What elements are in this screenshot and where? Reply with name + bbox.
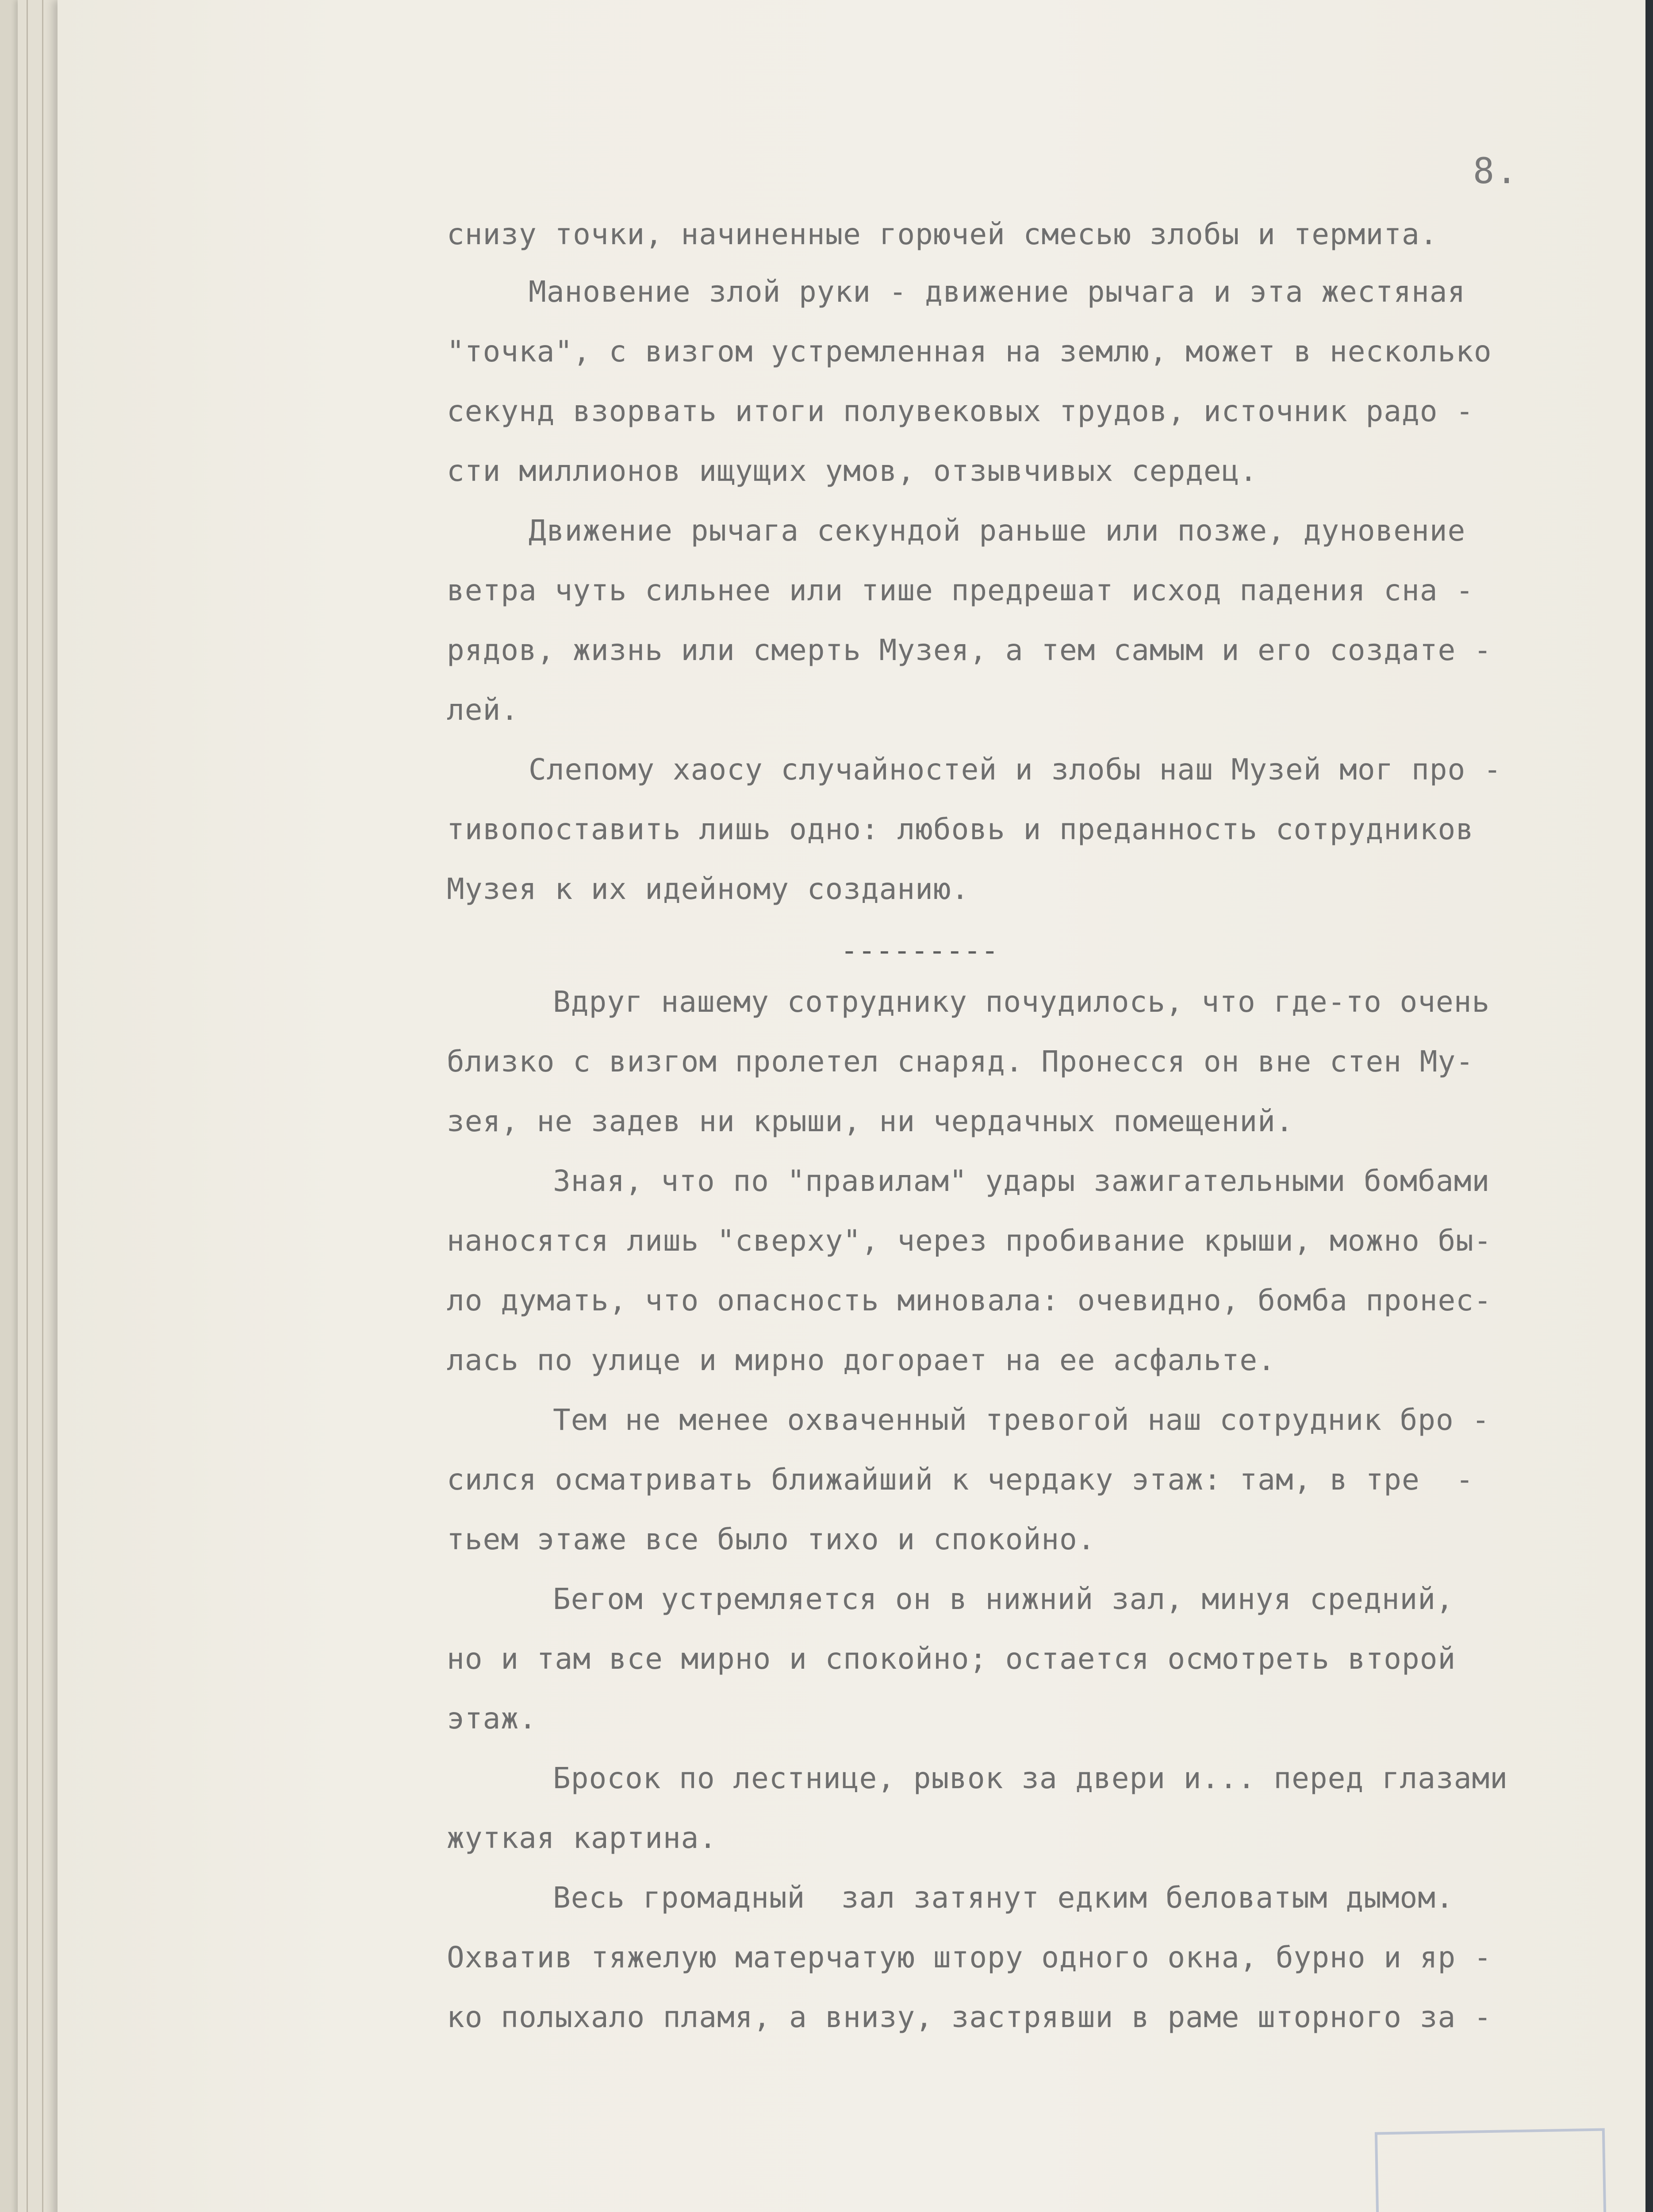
text-line: "точка", с визгом устремленная на землю, может в несколько (447, 334, 1492, 369)
page-number: 8. (1473, 150, 1519, 192)
text-line: жуткая картина. (447, 1821, 717, 1855)
text-line: Охватив тяжелую матерчатую штору одного окна, бурно и яр - (447, 1940, 1492, 1974)
text-line: Слепому хаосу случайностей и злобы наш Музей мог про - (529, 753, 1502, 787)
text-line: Тем не менее охваченный тревогой наш сотрудник бро - (553, 1403, 1490, 1437)
text-line: снизу точки, начиненные горючей смесью злобы и термита. (447, 217, 1438, 251)
stamp-line (1377, 2140, 1602, 2144)
text-line: секунд взорвать итоги полувековых трудов, источник радо - (447, 394, 1474, 428)
text-line: сился осматривать ближайший к чердаку этаж: там, в тре - (447, 1463, 1474, 1497)
section-divider: --------- (840, 933, 999, 968)
archive-stamp (1375, 2128, 1607, 2212)
text-line: близко с визгом пролетел снаряд. Пронесся он вне стен Му- (447, 1045, 1474, 1079)
text-line: лей. (447, 693, 519, 727)
text-line: Музея к их идейному созданию. (447, 872, 970, 906)
text-line: сти миллионов ищущих умов, отзывчивых сердец. (447, 454, 1258, 488)
stamp-line (1377, 2140, 1602, 2144)
text-line: ветра чуть сильнее или тише предрешат исход падения сна - (447, 573, 1474, 607)
text-line: но и там все мирно и спокойно; остается осмотреть второй (447, 1642, 1456, 1676)
text-line: тивопоставить лишь одно: любовь и преданность сотрудников (447, 812, 1474, 846)
text-line: Бегом устремляется он в нижний зал, минуя средний, (553, 1582, 1454, 1616)
text-line: рядов, жизнь или смерть Музея, а тем самым и его создате - (447, 633, 1492, 667)
text-line: Вдруг нашему сотруднику почудилось, что где-то очень (553, 985, 1490, 1019)
text-line: зея, не задев ни крыши, ни чердачных помещений. (447, 1104, 1294, 1138)
text-line: наносятся лишь "сверху", через пробивание крыши, можно бы- (447, 1224, 1492, 1258)
text-line: Весь громадный зал затянут едким беловатым дымом. (553, 1881, 1454, 1915)
stamp-line (1377, 2140, 1602, 2144)
text-line: Бросок по лестнице, рывок за двери и... перед глазами (553, 1761, 1508, 1795)
text-line: ко полыхало пламя, а внизу, застрявши в раме шторного за - (447, 2000, 1492, 2034)
text-line: этаж. (447, 1701, 537, 1736)
text-line: ло думать, что опасность миновала: очевидно, бомба пронес- (447, 1283, 1492, 1317)
text-line: Мановение злой руки - движение рычага и эта жестяная (529, 275, 1466, 309)
sheet-edge (27, 0, 28, 2212)
text-line: лась по улице и мирно догорает на ее асфальте. (447, 1343, 1276, 1377)
text-line: Зная, что по "правилам" удары зажигательными бомбами (553, 1164, 1490, 1198)
text-line: тьем этаже все было тихо и спокойно. (447, 1522, 1096, 1556)
text-line: Движение рычага секундой раньше или позже, дуновение (529, 514, 1466, 548)
sheet-edge (42, 0, 43, 2212)
